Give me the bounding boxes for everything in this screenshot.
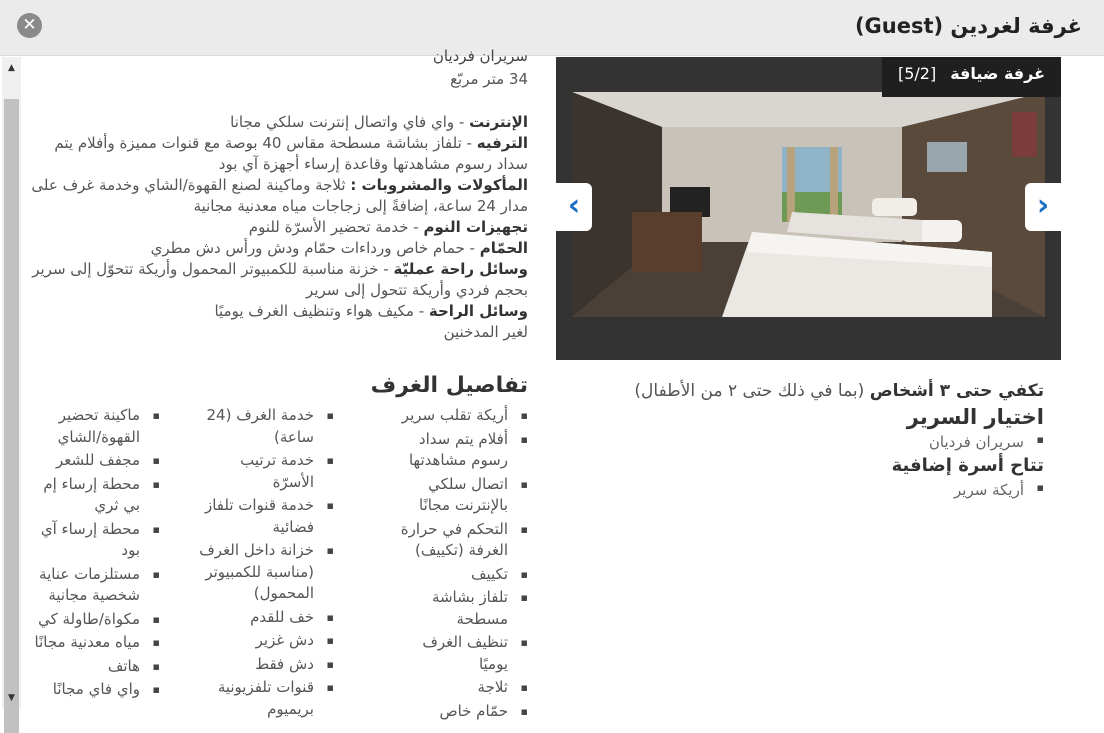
bed-type: سريران فرديان [432,47,528,65]
features-column-2 [198,405,334,722]
list-item: ▪ اتصال سلكي بالإنترنت مجانًا [392,474,528,517]
scroll-up-arrow-icon[interactable]: ▲ [8,63,15,73]
room-photo [572,92,1045,317]
dialog-title: غرفة لغردين (Guest) [854,14,1082,38]
list-item: ▪ أريكة سرير [954,481,1044,499]
amenities-list [26,112,528,343]
list-item: ▪ مستلزمات عناية شخصية مجانية [24,564,160,607]
list-item: ▪ هاتف [24,656,160,678]
list-item: ▪ خدمة الغرف (24 ساعة) [198,405,334,448]
list-item: ▪ تلفاز بشاشة مسطحة [392,587,528,630]
bed-choice-title: اختيار السرير [906,405,1044,429]
bed-choice-list [929,433,1044,451]
list-item: ▪ حمّام خاص [392,701,528,723]
amenity-internet: الإنترنت - واي فاي واتصال إنترنت سلكي مجانا [230,113,528,131]
list-item: ▪ قنوات تلفزيونية بريميوم [198,677,334,720]
list-item: ▪ محطة إرساء إم بي ثري [24,474,160,517]
smoking-policy: لغير المدخنين [443,323,528,341]
list-item: ▪ خف للقدم [198,607,334,629]
amenity-bathroom: الحمّام - حمام خاص ورداءات حمّام ودش ورأس دش مطري [150,239,528,257]
list-item: ▪ ثلاجة [392,677,528,699]
list-item: ▪ ماكينة تحضير القهوة/الشاي [24,405,160,448]
chevron-left-icon: ‹ [567,188,581,223]
list-item: ▪ مكواة/طاولة كي [24,609,160,631]
features-column-1 [392,405,528,724]
close-icon[interactable]: ✕ [17,13,42,38]
room-details-title: تفاصيل الغرف [370,373,528,398]
list-item: ▪ مجفف للشعر [24,450,160,472]
list-item: ▪ التحكم في حرارة الغرفة (تكييف) [392,519,528,562]
amenity-comfort: وسائل الراحة - مكيف هواء وتنظيف الغرف يوميًا [214,302,528,320]
list-item: ▪ خدمة قنوات تلفاز فضائية [198,495,334,538]
extra-beds-list [954,481,1044,499]
list-item: ▪ خدمة ترتيب الأسرّة [198,450,334,493]
list-item: ▪ سريران فرديان [929,433,1044,451]
extra-beds-title: تتاح أسرة إضافية [891,455,1044,476]
occupancy-info: تكفي حتى ٣ أشخاص (بما في ذلك حتى ٢ من الأطفال) [634,381,1044,401]
room-size: 34 متر مربّع [450,70,528,88]
amenity-food: المأكولات والمشروبات : ثلاجة وماكينة لصنع القهوة/الشاي وخدمة غرف على مدار 24 ساعة، إضافةً إلى زجاجات مياه معدنية مجانية [31,176,528,215]
features-column-3 [24,405,160,703]
list-item: ▪ خزانة داخل الغرف (مناسبة للكمبيوتر المحمول) [198,540,334,605]
list-item: ▪ واي فاي مجانًا [24,679,160,701]
list-item: ▪ دش فقط [198,654,334,676]
list-item: ▪ محطة إرساء آي بود [24,519,160,562]
chevron-right-icon: › [1036,188,1050,223]
amenity-entertainment: الترفيه - تلفاز بشاشة مسطحة مقاس 40 بوصة مع قنوات مميزة وأفلام يتم سداد رسوم مشاهدتها وقاعدة إرساء أجهزة آي بود [54,134,528,173]
list-item: ▪ تنظيف الغرف يوميًا [392,632,528,675]
list-item: ▪ دش غزير [198,630,334,652]
gallery-caption [882,57,1061,97]
gallery-counter: [5/2] [897,64,937,83]
list-item: ▪ أريكة تقلب سرير [392,405,528,427]
scrollbar-thumb[interactable] [4,99,19,733]
room-photo-image [572,92,1045,317]
list-item: ▪ مياه معدنية مجانًا [24,632,160,654]
amenity-sleep: تجهيزات النوم - خدمة تحضير الأسرّة للنوم [248,218,528,236]
scroll-down-arrow-icon[interactable]: ▼ [8,693,15,703]
amenity-practical: وسائل راحة عمليّة - خزنة مناسبة للكمبيوتر المحمول وأريكة تتحوّل إلى سرير بحجم فردي وأريكة تتحول إلى سرير [32,260,528,299]
dialog-header [0,0,1104,56]
list-item: ▪ أفلام يتم سداد رسوم مشاهدتها [392,429,528,472]
previous-photo-button[interactable] [556,183,592,231]
list-item: ▪ تكييف [392,564,528,586]
photo-gallery [556,57,1061,360]
next-photo-button[interactable] [1025,183,1061,231]
scrollbar[interactable] [2,57,21,709]
gallery-room-name: غرفة ضيافة [950,64,1045,83]
